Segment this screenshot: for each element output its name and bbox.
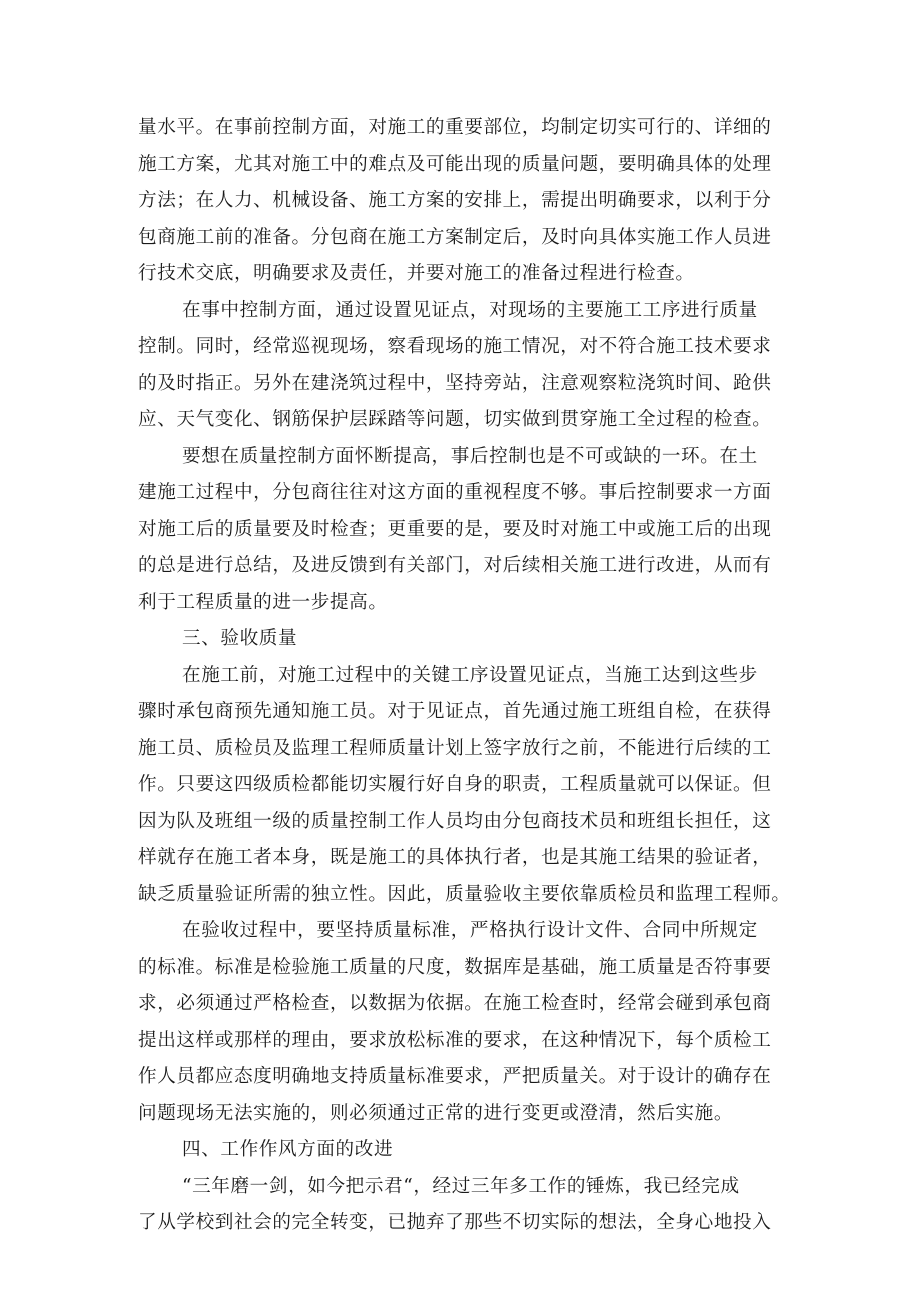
text-line: 问题现场无法实施的，则必须通过正常的进行变更或澄清，然后实施。 bbox=[138, 1102, 734, 1124]
text-line: 要想在质量控制方面怀断提高，事后控制也是不可或缺的一环。在土 bbox=[182, 445, 758, 467]
body-text bbox=[138, 110, 793, 1242]
text-line: 求，必须通过严格检查，以数据为依据。在施工检查时，经常会碰到承包商 bbox=[138, 993, 772, 1014]
text-line: 的及时指正。另外在建浇筑过程中，坚持旁站，注意观察粒浇筑时间、跄供 bbox=[138, 372, 772, 394]
text-line: 的标准。标准是检验施工质量的尺度，数据库是基础，施工质量是否符事要 bbox=[138, 956, 772, 978]
text-line: 包商施工前的准备。分包商在施工方案制定后，及时向具体实施工作人员进 bbox=[138, 226, 772, 248]
text-line: 了从学校到社会的完全转变，已抛弃了那些不切实际的想法，全身心地投入 bbox=[138, 1212, 772, 1233]
text-line: 在验收过程中，要坚持质量标准，严格执行设计文件、合同中所规定 bbox=[182, 920, 758, 941]
text-line: 对施工后的质量要及时检查；更重要的是，要及时对施工中或施工后的出现 bbox=[138, 518, 772, 540]
text-line: 量水平。在事前控制方面，对施工的重要部位，均制定切实可行的、详细的 bbox=[138, 117, 772, 138]
text-line: 应、天气变化、钢筋保护层踩踏等问题，切实做到贯穿施工全过程的检查。 bbox=[138, 409, 772, 430]
text-line: 利于工程质量的进一步提高。 bbox=[138, 591, 388, 613]
text-line: 骤时承包商预先通知施工员。对于见证点，首先通过施工班组自检，在获得 bbox=[138, 701, 772, 722]
text-line: 缺乏质量验证所需的独立性。因此，质量验收主要依靠质检员和监理工程师。 bbox=[138, 883, 791, 905]
text-line: 行技术交底，明确要求及责任，并要对施工的准备过程进行检查。 bbox=[138, 263, 695, 284]
text-line: 在施工前，对施工过程中的关键工序设置见证点，当施工达到这些步 bbox=[182, 664, 758, 686]
text-line: 方法；在人力、机械设备、施工方案的安排上，需提出明确要求，以利于分 bbox=[138, 190, 772, 211]
section-heading: 四、工作作风方面的改进 bbox=[182, 1139, 394, 1160]
text-line: 作人员都应态度明确地支持质量标准要求，严把质量关。对于设计的确存在 bbox=[138, 1066, 772, 1087]
section-heading: 三、验收质量 bbox=[182, 628, 298, 649]
text-line: 的总是进行总结，及进反馈到有关部门，对后续相关施工进行改进，从而有 bbox=[138, 555, 772, 576]
text-line: 作。只要这四级质检都能切实履行好自身的职责，工程质量就可以保证。但 bbox=[138, 774, 772, 795]
text-line: 因为队及班组一级的质量控制工作人员均由分包商技术员和班组长担任，这 bbox=[138, 810, 772, 832]
text-line: 施工方案，尤其对施工中的难点及可能出现的质量问题，要明确具体的处理 bbox=[138, 153, 772, 175]
text-line: 在事中控制方面，通过设置见证点，对现场的主要施工工序进行质量 bbox=[182, 299, 758, 321]
text-line: 施工员、质检员及监理工程师质量计划上签字放行之前，不能进行后续的工 bbox=[138, 737, 772, 759]
text-line: 控制。同时，经常巡视现场，察看现场的施工情况，对不符合施工技术要求 bbox=[138, 336, 772, 357]
text-line: 建施工过程中，分包商往往对这方面的重视程度不够。事后控制要求一方面 bbox=[138, 482, 772, 503]
text-line: 样就存在施工者本身，既是施工的具体执行者，也是其施工结果的验证者， bbox=[138, 847, 772, 868]
text-line: 提出这样或那样的理由，要求放松标准的要求，在这种情况下，每个质检工 bbox=[138, 1029, 772, 1051]
text-line: “三年磨一剑，如今把示君“，经过三年多工作的锤炼，我已经完成 bbox=[182, 1175, 740, 1197]
